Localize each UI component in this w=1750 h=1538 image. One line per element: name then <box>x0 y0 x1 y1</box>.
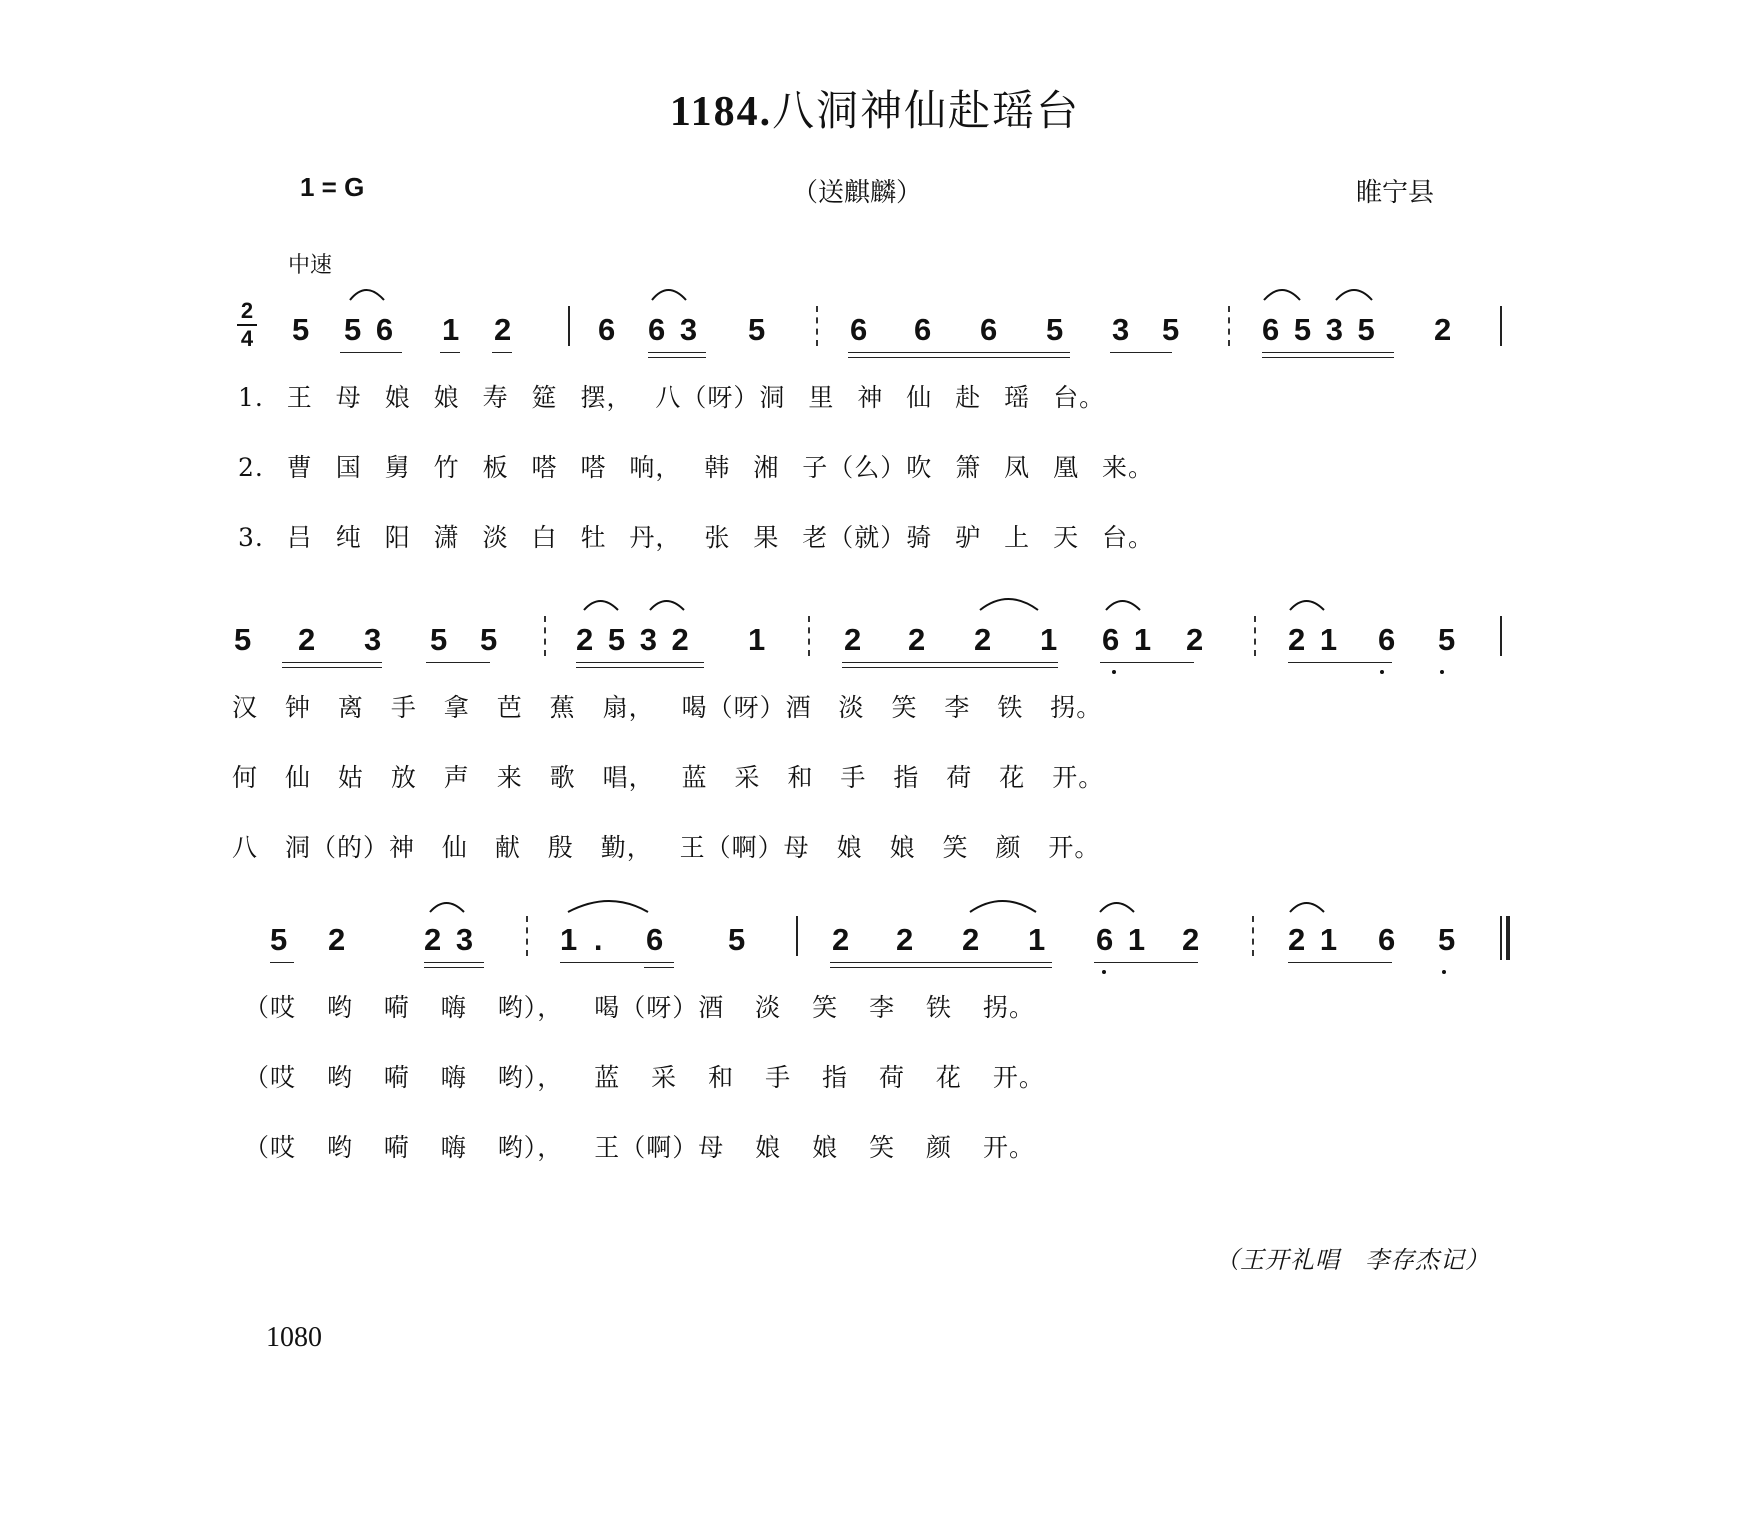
lyric-verse-1: （哎 哟 嗬 嗨 哟）， 喝（呀）酒 淡 笑 李 铁 拐。 <box>244 993 1035 1022</box>
key-signature: 1 = G <box>300 172 365 202</box>
slur <box>584 601 618 610</box>
slur <box>350 290 384 300</box>
lyric-verse-2: 2. 曹 国 舅 竹 板 嗒 嗒 响， 韩 湘 子（么）吹 箫 凤 凰 来。 <box>238 453 1155 482</box>
note: 5 <box>270 922 288 957</box>
note: 2 <box>844 622 862 657</box>
slur <box>1100 903 1134 912</box>
note: 1 <box>748 622 766 657</box>
note-group: 6 1 <box>1096 922 1146 957</box>
note: 1 <box>442 312 460 347</box>
slur <box>1336 290 1372 300</box>
note: 2 <box>832 922 850 957</box>
note-group: 5 6 <box>344 312 394 347</box>
note: 5 <box>292 312 310 347</box>
note-group: 6 3 <box>648 312 698 347</box>
slur <box>1290 601 1324 610</box>
note: 2 <box>328 922 346 957</box>
note: 6 <box>1378 922 1396 957</box>
note: 5 <box>748 312 766 347</box>
time-signature-top: 2 <box>240 298 254 323</box>
slur <box>970 901 1036 912</box>
note: 6 <box>850 312 868 347</box>
note: 2 <box>494 312 512 347</box>
lyric-verse-1: 1. 王 母 娘 娘 寿 筵 摆， 八（呀）洞 里 神 仙 赴 瑶 台。 <box>238 383 1106 412</box>
slur <box>1290 903 1324 912</box>
note-group: 2 3 <box>424 922 474 957</box>
lyric-verse-1: 汉 钟 离 手 拿 芭 蕉 扇， 喝（呀）酒 淡 笑 李 铁 拐。 <box>232 693 1103 722</box>
slur <box>1264 290 1300 300</box>
note: 2 <box>974 622 992 657</box>
note: 1 <box>1028 922 1046 957</box>
lyric-verse-3: 3. 吕 纯 阳 潇 淡 白 牡 丹， 张 果 老（就）骑 驴 上 天 台。 <box>238 523 1155 552</box>
note: 3 <box>364 622 382 657</box>
note-group: 2 1 <box>1288 622 1338 657</box>
slur <box>980 599 1038 610</box>
lyric-verse-2: （哎 哟 嗬 嗨 哟）， 蓝 采 和 手 指 荷 花 开。 <box>244 1063 1045 1092</box>
note: 6 <box>980 312 998 347</box>
note: 1 <box>1040 622 1058 657</box>
lyric-verse-2: 何 仙 姑 放 声 来 歌 唱， 蓝 采 和 手 指 荷 花 开。 <box>232 763 1105 792</box>
note-group: 6 5 3 5 <box>1262 312 1375 347</box>
note: 2 <box>896 922 914 957</box>
note: 2 <box>962 922 980 957</box>
note-group: 1 . <box>560 922 603 957</box>
note: 6 <box>1378 622 1396 657</box>
note: 5 <box>430 622 448 657</box>
note: 5 <box>1438 922 1456 957</box>
lyric-verse-3: （哎 哟 嗬 嗨 哟）， 王（啊）母 娘 娘 笑 颜 开。 <box>244 1133 1035 1162</box>
note: 6 <box>646 922 664 957</box>
note-group: 2 1 <box>1288 922 1338 957</box>
note: 6 <box>598 312 616 347</box>
subtitle: （送麒麟） <box>792 178 923 208</box>
note: 2 <box>298 622 316 657</box>
note-group: 6 1 <box>1102 622 1152 657</box>
page-number: 1080 <box>266 1322 322 1353</box>
note: 2 <box>1434 312 1452 347</box>
note: 5 <box>480 622 498 657</box>
note: 2 <box>1186 622 1204 657</box>
lyric-verse-3: 八 洞（的）神 仙 献 殷 勤， 王（啊）母 娘 娘 笑 颜 开。 <box>232 833 1101 862</box>
slur <box>568 901 648 912</box>
slur <box>1106 601 1140 610</box>
note: 5 <box>728 922 746 957</box>
note: 3 <box>1112 312 1130 347</box>
note: 2 <box>908 622 926 657</box>
note: 2 <box>1182 922 1200 957</box>
slur <box>652 290 686 300</box>
note: 5 <box>1162 312 1180 347</box>
note: 5 <box>234 622 252 657</box>
note: 6 <box>914 312 932 347</box>
time-signature-bottom: 4 <box>240 326 254 351</box>
note: 5 <box>1046 312 1064 347</box>
credit-line: （王开礼唱 李存杰记） <box>1215 1246 1490 1274</box>
slur <box>650 601 684 610</box>
note: 5 <box>1438 622 1456 657</box>
tempo-marking: 中速 <box>288 253 333 278</box>
region-label: 睢宁县 <box>1356 178 1435 208</box>
song-number: 1184. <box>669 89 773 135</box>
slur <box>430 903 464 912</box>
song-name: 八洞神仙赴瑶台 <box>772 86 1081 135</box>
note-group: 2 5 3 2 <box>576 622 689 657</box>
